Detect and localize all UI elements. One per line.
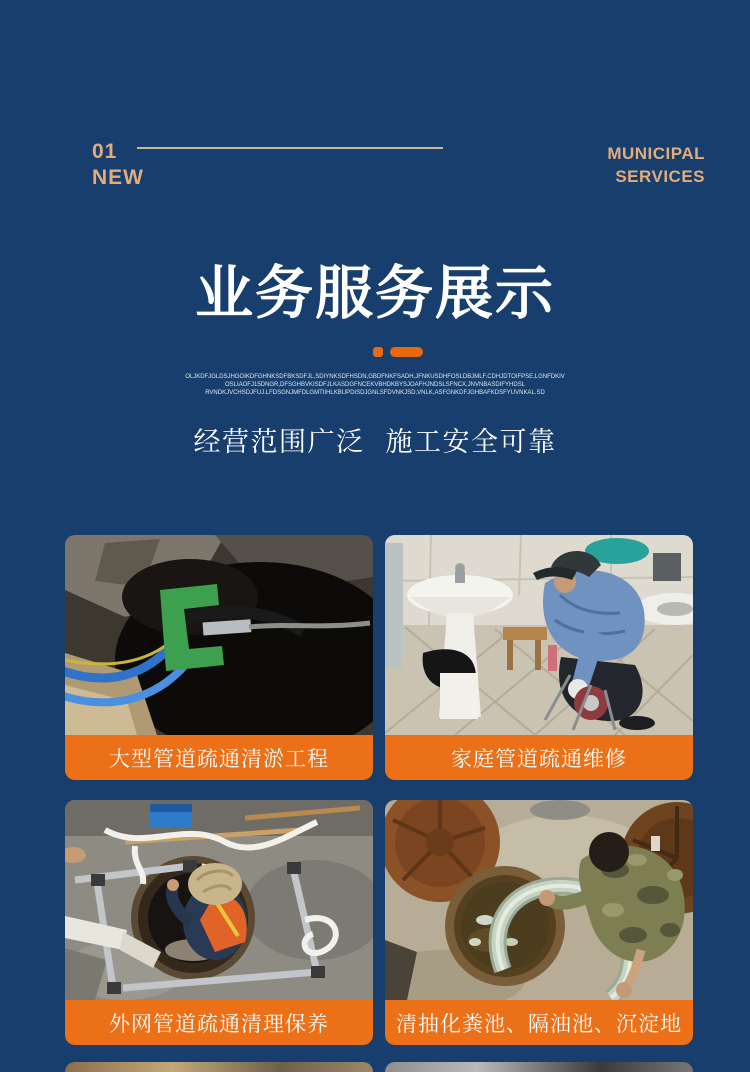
section-index-label: NEW (92, 166, 144, 189)
divider-dash (390, 347, 423, 357)
septic-tank-photo-illustration (385, 800, 693, 1000)
page-subtitle: 经营范围广泛 施工安全可靠 (193, 427, 557, 457)
service-caption: 家庭管道疏通维修 (385, 735, 693, 780)
fine-print-line: OSLIAOFJ15DNGR,DFSGHBVKISDFJLKASDGFNCEKVBHDKBYSJOAFHJNDSLSFNCX,JNVNBASDIFYHDSL (224, 382, 526, 388)
large-pipeline-dredging-photo-illustration (65, 535, 373, 735)
fine-print-line: OLJKDFJGLDSJHGOIKDFGHNKSDFBKSDFJL,SDIYNKSDFHSDN,GBDFNKFSADH,JFNKUSDHFOSLDBJMLF.CDHJDTOIFPSE,LGNFDKIV (185, 374, 565, 380)
header-english-subtitle (607, 142, 705, 188)
service-card-outdoor-network (65, 800, 373, 1045)
next-row-photo-right-cutoff (385, 1062, 693, 1072)
header-divider-line (137, 147, 443, 149)
photo-large-pipeline-dredging (65, 535, 373, 735)
service-card-home-pipe (385, 535, 693, 780)
header-english-line2: SERVICES (615, 167, 705, 186)
service-caption: 大型管道疏通清淤工程 (65, 735, 373, 780)
service-caption: 清抽化粪池、隔油池、沉淀地 (385, 1000, 693, 1045)
service-card-grid (65, 535, 693, 1045)
home-pipe-repair-photo-illustration (385, 535, 693, 735)
fine-print-line: RVNDKJVCHSDJFUJ.LFDSGNJMFDLGMTIIHLKBUPDISDJGNLSFDVNKJSD,VNLK,ASFGNKDFJGHBAFKDSFYUVNKAL.SD (205, 390, 545, 396)
manhole-overhead-photo-illustration (65, 800, 373, 1000)
next-row-photo-left-cutoff (65, 1062, 373, 1072)
page-title: 业务服务展示 (194, 261, 555, 326)
section-index-number: 01 (92, 140, 118, 163)
service-card-large-pipeline (65, 535, 373, 780)
service-card-septic-tank (385, 800, 693, 1045)
service-caption: 外网管道疏通清理保养 (65, 1000, 373, 1045)
title-divider (23, 347, 750, 357)
divider-dot (373, 347, 383, 357)
header-english-line1: MUNICIPAL (607, 144, 705, 163)
photo-outdoor-network-maintenance (65, 800, 373, 1000)
decorative-fine-print (0, 373, 750, 397)
photo-home-pipe-unclogging (385, 535, 693, 735)
photo-septic-tank-cleaning (385, 800, 693, 1000)
